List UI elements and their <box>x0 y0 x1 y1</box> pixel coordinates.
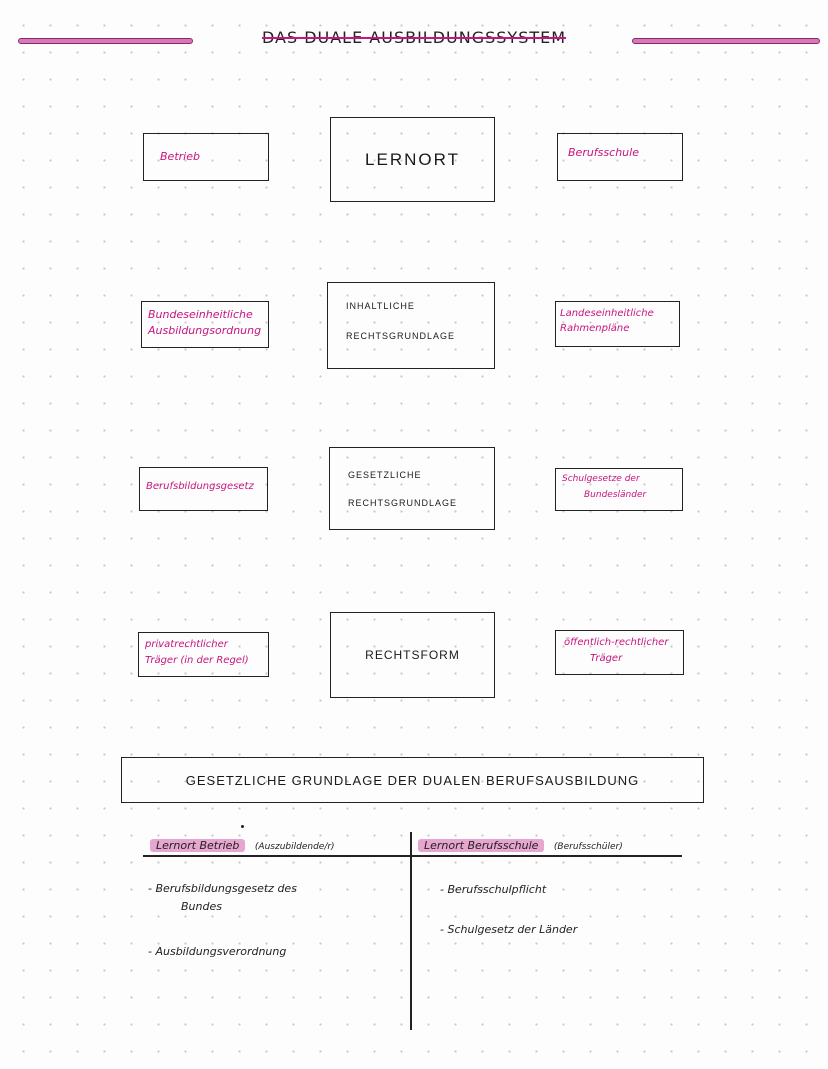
box-center-gesetzliche <box>329 447 495 530</box>
box-right-row3 <box>555 468 683 511</box>
label-privatrechtlich-a: privatrechtlicher <box>145 639 228 650</box>
box-left-row3 <box>139 467 268 511</box>
table-header-line <box>143 855 682 857</box>
label-rechtsgrundlage-2: RECHTSGRUNDLAGE <box>348 498 458 508</box>
box-right-row4 <box>555 630 684 675</box>
label-ausbildungsordnung-b: Ausbildungsordnung <box>148 324 262 337</box>
right-item-1: - Berufsschulpflicht <box>440 883 547 896</box>
label-oeffentlich-b: Träger <box>590 653 623 664</box>
box-right-row1 <box>557 133 683 181</box>
label-schulgesetze-a: Schulgesetze der <box>562 474 640 484</box>
summary-label: GESETZLICHE GRUNDLAGE DER DUALEN BERUFSAUSBILDUNG <box>185 772 640 788</box>
left-item-1a: - Berufsbildungsgesetz des <box>148 882 297 895</box>
box-center-inhaltliche <box>327 282 495 369</box>
table-divider-line <box>410 832 412 1030</box>
right-header-highlight: Lernort Berufsschule <box>418 839 544 852</box>
box-center-rechtsform <box>330 612 495 698</box>
box-left-row1 <box>143 133 269 181</box>
box-right-row2 <box>555 301 680 347</box>
label-schulgesetze-b: Bundesländer <box>584 490 647 500</box>
label-berufsbildungsgesetz: Berufsbildungsgesetz <box>146 481 254 492</box>
box-center-lernort <box>330 117 495 202</box>
left-header-highlight: Lernort Betrieb <box>150 839 245 852</box>
label-rechtsform: RECHTSFORM <box>365 648 460 662</box>
stray-dot <box>241 825 244 828</box>
table-right-header <box>418 839 623 852</box>
label-betrieb: Betrieb <box>160 150 200 163</box>
page-title: DAS DUALE AUSBILDUNGSSYSTEM <box>261 28 567 47</box>
label-oeffentlich-a: öffentlich-rechtlicher <box>564 637 669 648</box>
summary-box <box>121 757 704 803</box>
label-rechtsgrundlage-1: RECHTSGRUNDLAGE <box>346 331 456 341</box>
left-item-1b: Bundes <box>181 900 222 913</box>
left-header-note: (Auszubildende/r) <box>254 842 335 852</box>
label-rahmenplaene-b: Rahmenpläne <box>560 323 630 334</box>
label-ausbildungsordnung-a: Bundeseinheitliche <box>148 308 253 321</box>
label-berufsschule: Berufsschule <box>568 146 639 159</box>
left-item-2: - Ausbildungsverordnung <box>148 945 287 958</box>
box-left-row4 <box>138 632 269 677</box>
box-left-row2 <box>141 301 269 348</box>
label-privatrechtlich-b: Träger (in der Regel) <box>145 655 249 666</box>
label-inhaltliche: INHALTLICHE <box>346 301 415 311</box>
table-left-header <box>150 839 335 852</box>
right-header-note: (Berufsschüler) <box>553 842 623 852</box>
label-lernort: LERNORT <box>365 149 460 169</box>
label-gesetzliche: GESETZLICHE <box>348 470 422 480</box>
right-item-2: - Schulgesetz der Länder <box>440 923 578 936</box>
label-rahmenplaene-a: Landeseinheitliche <box>560 308 654 319</box>
